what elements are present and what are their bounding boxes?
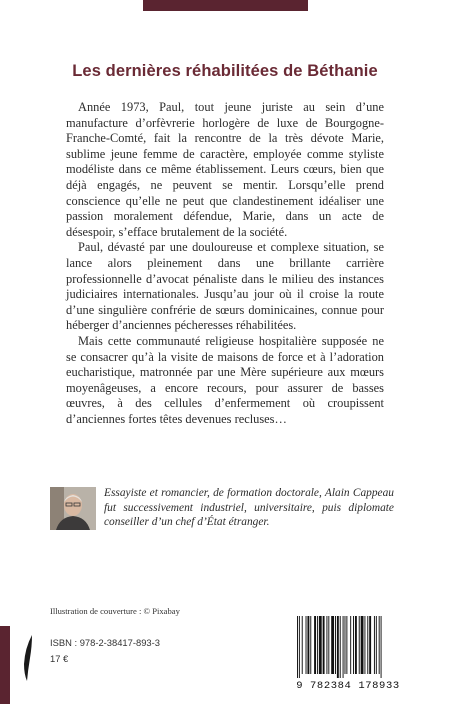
barcode-bar: [314, 616, 316, 674]
barcode-bar: [359, 616, 360, 674]
author-bio: Essayiste et romancier, de formation doctorale, Alain Cappeau fut successivement industriel, universitaire, puis diplomate conseiller d’un chef d’État étranger.: [104, 487, 394, 529]
barcode-bar: [350, 616, 351, 674]
barcode-bar: [306, 616, 307, 674]
blurb-paragraph: Année 1973, Paul, tout jeune juriste au sein d’une manufacture d’orfèvrerie horlogère de luxe de Bourgogne-Franche-Comté, fait la rencontre de la très dévote Marie, sublime jeune femme de caractère, employée comme styliste modéliste dans ce même établissement. Leurs cœurs, bien que déjà engagés, ne peuvent se mentir. Lorsqu’elle prend conscience qu’elle ne peut que clandestinement idéaliser une passion moralement défendue, Marie, dans un acte de désespoir, s’efface brutalement de la société.: [66, 100, 384, 239]
barcode-bar: [317, 616, 318, 674]
top-color-band: [143, 0, 308, 11]
barcode-bar: [307, 616, 309, 674]
publisher-logo-icon: [21, 634, 35, 682]
blurb-paragraph: Mais cette communauté religieuse hospitalière supposée ne se consacrer qu’à la visite de maisons de force et à l’adoration eucharistique, matronnée par une Mère supérieure aux mœurs moyenâgeuses, a encore recours, pour assurer de basses œuvres, à des cellules d’enfermement où croupissent d’anciennes fortes têtes devenues recluses…: [66, 333, 384, 426]
cover-illustration-credit: Illustration de couverture : © Pixabay: [50, 606, 180, 616]
blurb-paragraph: Paul, dévasté par une douloureuse et complexe situation, se lance alors pleinement dans une brillante carrière professionnelle d’avocat pénaliste dans le milieu des instances judiciaires internationales. Jusqu’au jour où il croise la route d’une singulière confrérie de sœurs dominicaines, connue pour héberger d’anciennes pécheresses réhabilitées.: [66, 240, 384, 333]
barcode-bar: [346, 616, 347, 674]
barcode-bar: [361, 616, 364, 674]
barcode-bar: [328, 616, 329, 674]
barcode-bar: [319, 616, 322, 674]
author-photo: [50, 487, 96, 530]
barcode-bar: [376, 616, 377, 674]
barcode-bar: [335, 616, 336, 674]
barcode-bar: [369, 616, 371, 674]
barcode-bar: [302, 616, 303, 674]
price: 17 €: [50, 653, 69, 664]
barcode-bar: [331, 616, 334, 674]
barcode-bar: [323, 616, 325, 674]
barcode-bar: [367, 616, 368, 674]
spine-color-band: [0, 626, 10, 704]
barcode-bar: [337, 616, 339, 678]
barcode-bar: [326, 616, 327, 674]
barcode-bar: [355, 616, 357, 674]
barcode-bar: [299, 616, 300, 678]
barcode-bar: [364, 616, 365, 674]
barcode-bar: [381, 616, 382, 678]
barcode-digits: 9 782384 178933: [296, 680, 400, 692]
barcode-bar: [374, 616, 375, 674]
book-title: Les dernières réhabilitées de Béthanie: [72, 62, 378, 80]
barcode-bar: [379, 616, 380, 674]
barcode: [294, 616, 402, 678]
barcode-bar: [297, 616, 298, 678]
back-cover-blurb: [66, 100, 384, 427]
barcode-bar: [345, 616, 346, 674]
barcode-bar: [343, 616, 344, 678]
barcode-bar: [340, 616, 341, 678]
barcode-bar: [310, 616, 311, 674]
isbn: ISBN : 978-2-38417-893-3: [50, 637, 160, 648]
barcode-bar: [353, 616, 354, 674]
